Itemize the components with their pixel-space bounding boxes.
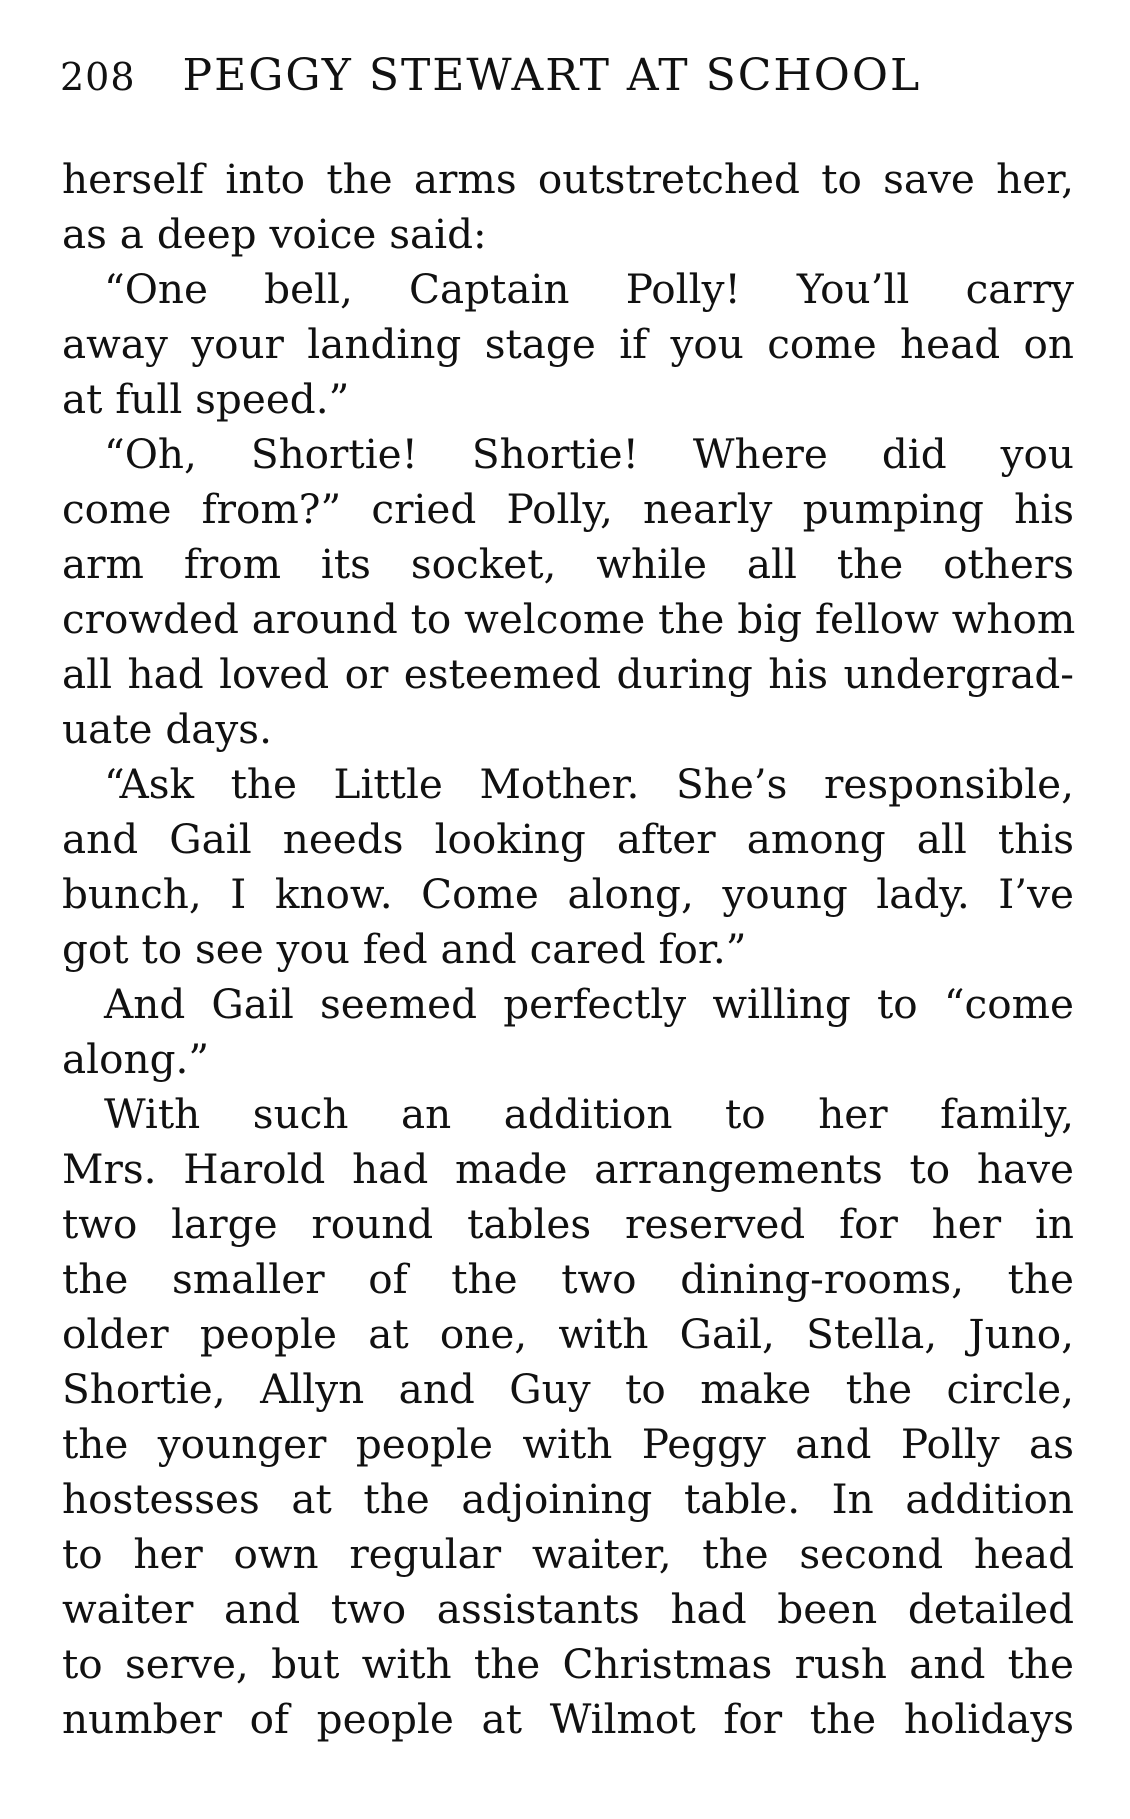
text-line: With such an addition to her family, xyxy=(104,1090,1074,1138)
text-line: at full speed.” xyxy=(62,375,350,423)
text-line: along.” xyxy=(62,1035,210,1083)
text-line: got to see you fed and cared for.” xyxy=(62,925,747,973)
text-line: waiter and two assistants had been detailed xyxy=(62,1585,1074,1633)
text-line: herself into the arms outstretched to save her, xyxy=(62,155,1074,203)
text-line: “Ask the Little Mother. She’s responsible, xyxy=(104,760,1074,808)
text-line: And Gail seemed perfectly willing to “come xyxy=(104,980,1074,1028)
text-line: “One bell, Captain Polly! You’ll carry xyxy=(104,265,1074,313)
text-line: Shortie, Allyn and Guy to make the circle, xyxy=(62,1365,1074,1413)
text-line: all had loved or esteemed during his undergrad- xyxy=(62,650,1074,698)
body-text xyxy=(62,152,1074,1747)
text-line: to serve, but with the Christmas rush and the xyxy=(62,1640,1074,1688)
text-line: “Oh, Shortie! Shortie! Where did you xyxy=(104,430,1074,478)
text-line: to her own regular waiter, the second head xyxy=(62,1530,1074,1578)
text-line: uate days. xyxy=(62,705,272,753)
running-title: PEGGY STEWART AT SCHOOL xyxy=(182,50,922,101)
text-line: crowded around to welcome the big fellow whom xyxy=(62,595,1076,643)
text-line: two large round tables reserved for her in xyxy=(62,1200,1074,1248)
text-line: Mrs. Harold had made arrangements to have xyxy=(62,1145,1074,1193)
text-line: and Gail needs looking after among all this xyxy=(62,815,1074,863)
page-header xyxy=(60,50,1070,120)
text-line: away your landing stage if you come head on xyxy=(62,320,1074,368)
text-line: the younger people with Peggy and Polly as xyxy=(62,1420,1074,1468)
text-line: number of people at Wilmot for the holidays xyxy=(62,1695,1074,1743)
text-line: hostesses at the adjoining table. In addition xyxy=(62,1475,1074,1523)
text-line: come from?” cried Polly, nearly pumping his xyxy=(62,485,1074,533)
page-number: 208 xyxy=(60,55,136,99)
text-line: as a deep voice said: xyxy=(62,210,487,258)
text-line: bunch, I know. Come along, young lady. I’ve xyxy=(62,870,1074,918)
text-line: older people at one, with Gail, Stella, Juno, xyxy=(62,1310,1074,1358)
text-line: arm from its socket, while all the others xyxy=(62,540,1074,588)
text-line: the smaller of the two dining-rooms, the xyxy=(62,1255,1074,1303)
